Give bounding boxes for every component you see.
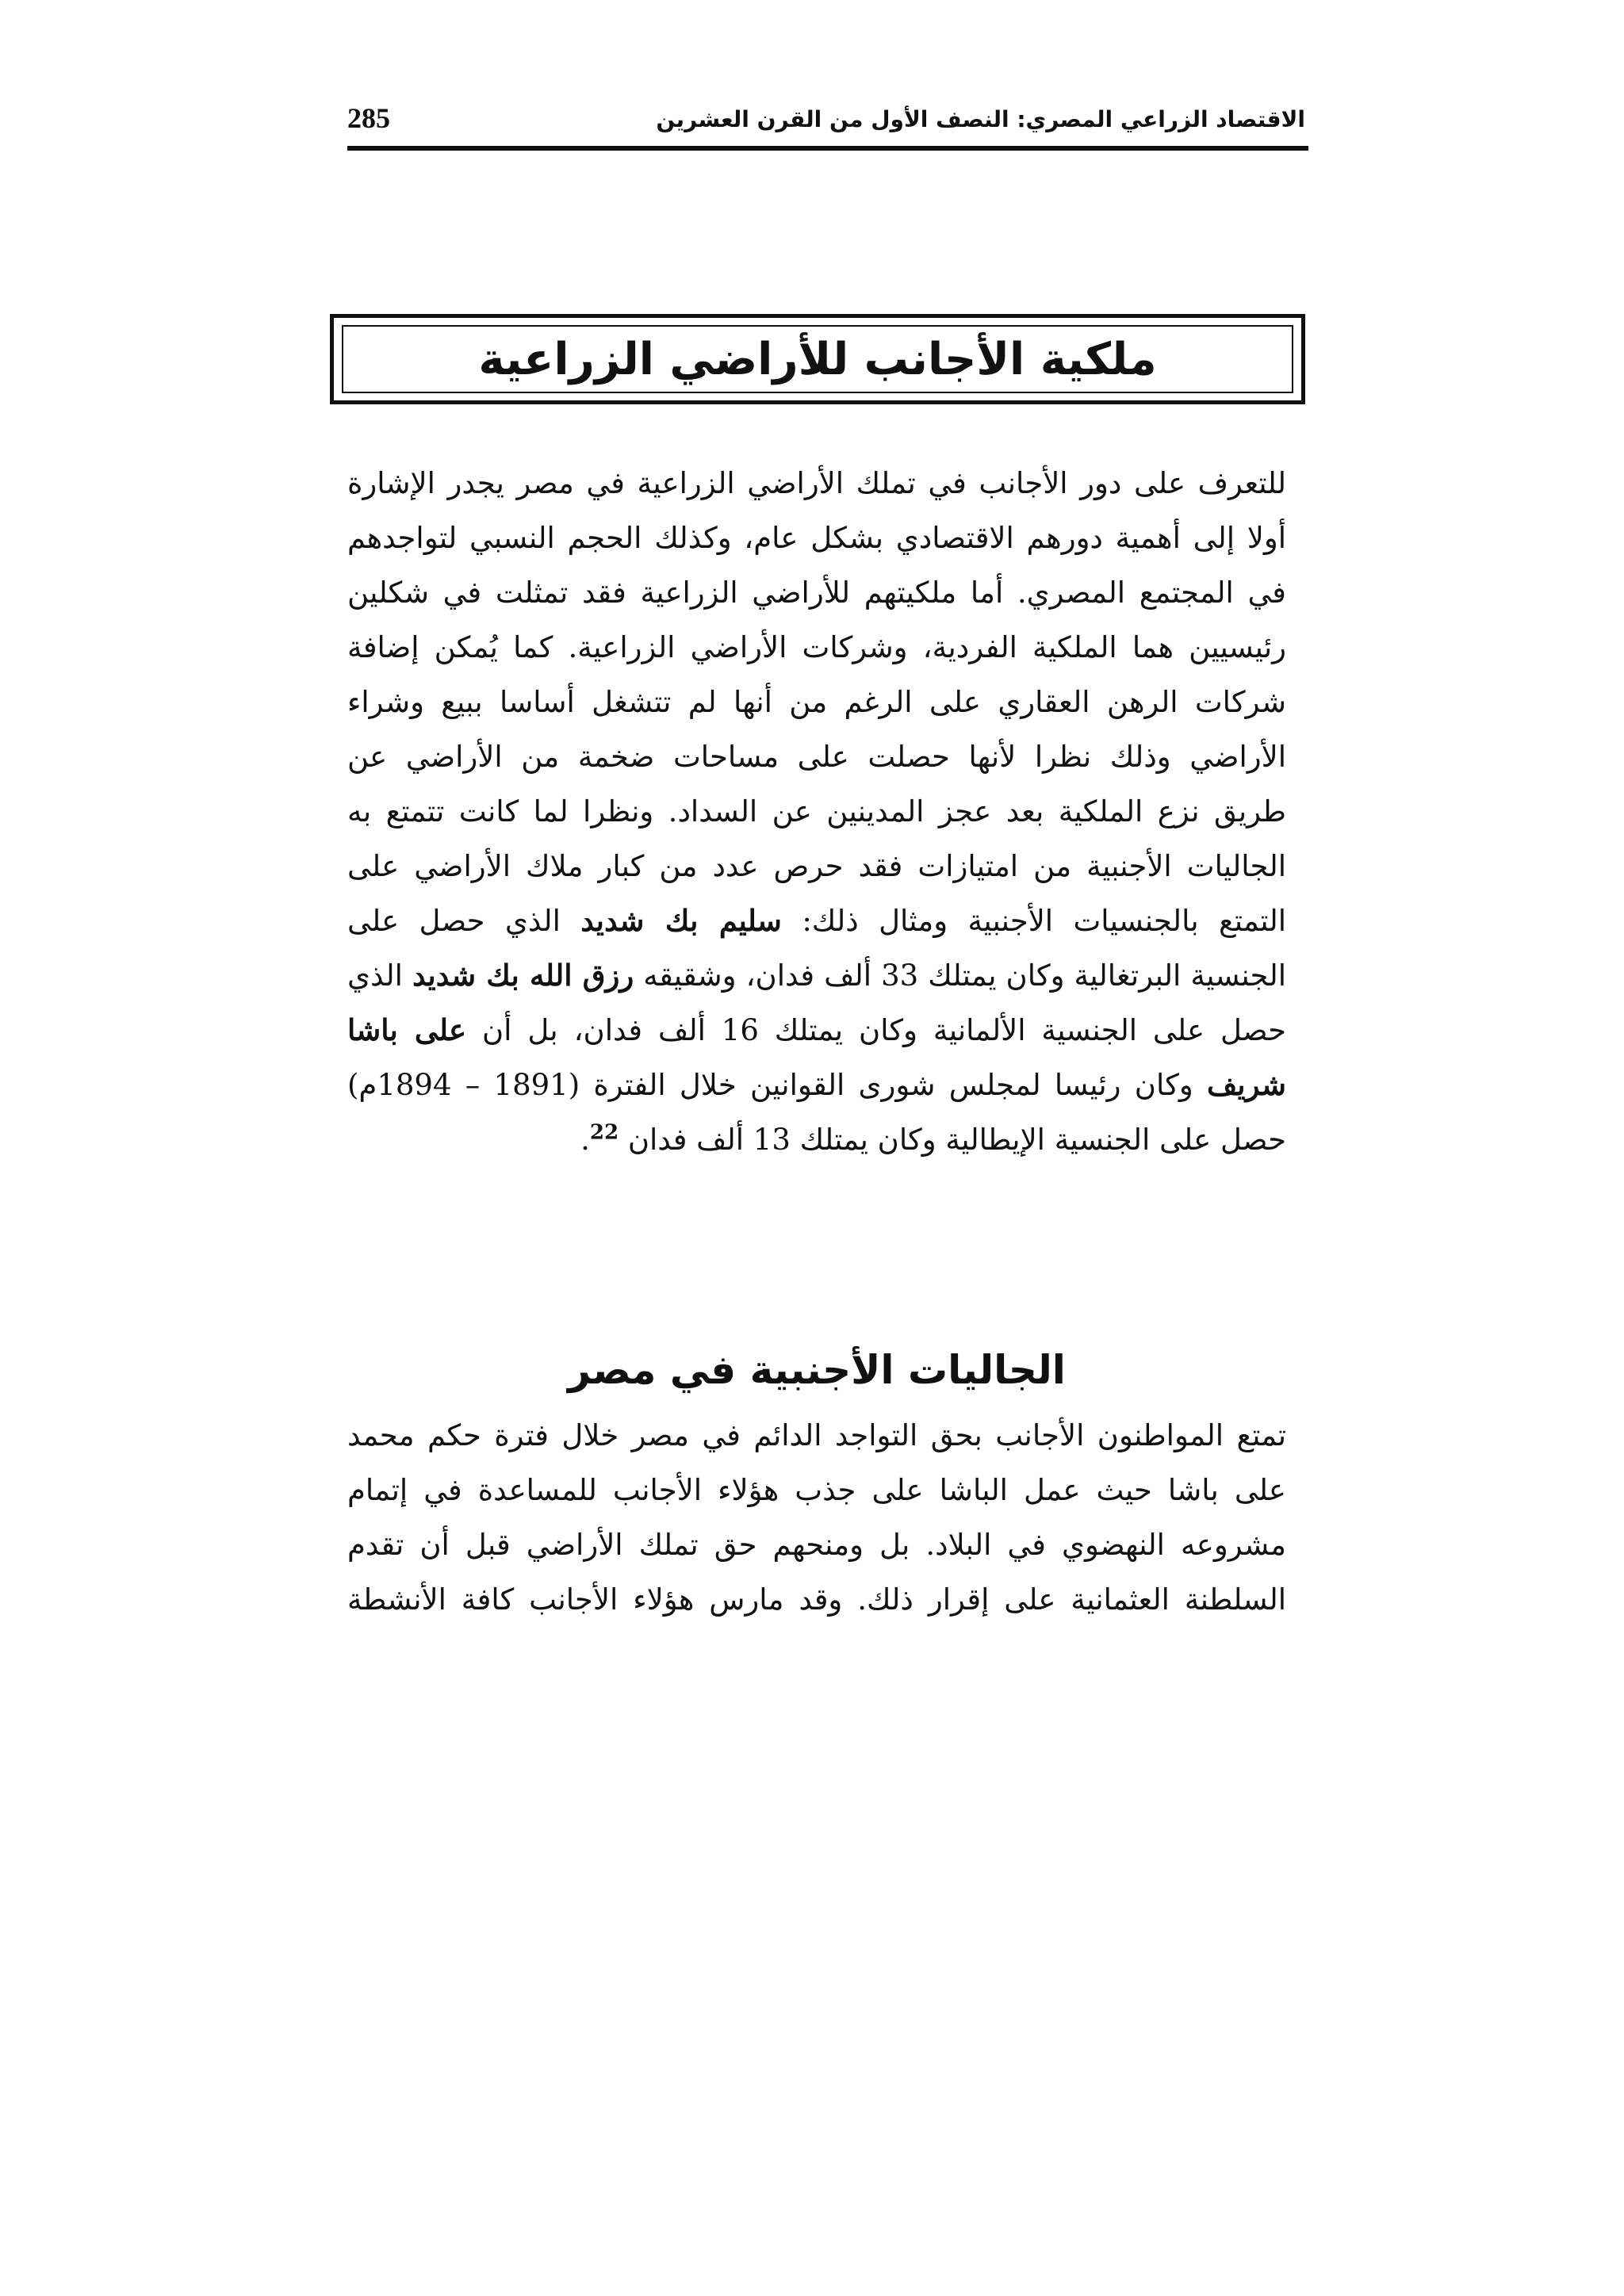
paragraph-line: الجاليات الأجنبية من امتيازات فقد حرص عدد من كبار ملاك الأراضي على bbox=[347, 849, 1286, 883]
page-number: 285 bbox=[347, 102, 390, 134]
chapter-title-inner-frame bbox=[342, 325, 1293, 393]
bold-name: شريف bbox=[1206, 1067, 1286, 1102]
paragraph-line: على باشا حيث عمل الباشا على جذب هؤلاء الأجانب للمساعدة في إتمام bbox=[347, 1473, 1286, 1507]
paragraph-2 bbox=[347, 1408, 1286, 1627]
line-text: حصل على الجنسية الإيطالية وكان يمتلك 13 ألف فدان bbox=[619, 1123, 1286, 1157]
paragraph-line: رئيسيين هما الملكية الفردية، وشركات الأراضي الزراعية. كما يُمكن إضافة bbox=[347, 630, 1286, 664]
paragraph-line: تمتع المواطنون الأجانب بحق التواجد الدائم في مصر خلال فترة حكم محمد bbox=[347, 1418, 1286, 1452]
paragraph-line bbox=[347, 1003, 1286, 1058]
line-text: التمتع بالجنسيات الأجنبية ومثال ذلك: bbox=[781, 904, 1286, 938]
running-header bbox=[347, 101, 1305, 149]
chapter-title-box bbox=[330, 314, 1305, 404]
paragraph-line: للتعرف على دور الأجانب في تملك الأراضي الزراعية في مصر يجدر الإشارة bbox=[347, 466, 1286, 500]
paragraph-line: مشروعه النهضوي في البلاد. بل ومنحهم حق تملك الأراضي قبل أن تقدم bbox=[347, 1528, 1286, 1562]
bold-name: سليم بك شديد bbox=[580, 903, 782, 938]
footnote-ref[interactable]: 22 bbox=[589, 1120, 619, 1145]
chapter-title: ملكية الأجانب للأراضي الزراعية bbox=[478, 333, 1157, 385]
line-end: . bbox=[580, 1123, 590, 1157]
paragraph-line: شركات الرهن العقاري على الرغم من أنها لم تتشغل أساسا ببيع وشراء bbox=[347, 685, 1286, 719]
line-text: الذي حصل على bbox=[347, 904, 581, 938]
line-text: وكان رئيسا لمجلس شورى القوانين خلال الفترة (1891 – 1894م) bbox=[347, 1068, 1207, 1102]
paragraph-line bbox=[347, 948, 1286, 1003]
header-rule bbox=[347, 146, 1308, 151]
paragraph-line: السلطنة العثمانية على إقرار ذلك. وقد مارس هؤلاء الأجانب كافة الأنشطة bbox=[347, 1582, 1286, 1617]
paragraph-1 bbox=[347, 456, 1286, 1167]
bold-name: على باشا bbox=[347, 1012, 467, 1047]
line-text: الجنسية البرتغالية وكان يمتلك 33 ألف فدان، وشقيقه bbox=[634, 959, 1286, 993]
running-title: الاقتصاد الزراعي المصري: النصف الأول من القرن العشرين bbox=[656, 106, 1305, 132]
section-heading: الجاليات الأجنبية في مصر bbox=[568, 1347, 1066, 1393]
paragraph-line bbox=[347, 894, 1286, 948]
paragraph-line bbox=[347, 1058, 1286, 1112]
paragraph-line: طريق نزع الملكية بعد عجز المدينين عن السداد. ونظرا لما كانت تتمتع به bbox=[347, 794, 1286, 828]
bold-name: رزق الله بك شديد bbox=[412, 958, 634, 993]
paragraph-line: أولا إلى أهمية دورهم الاقتصادي بشكل عام، وكذلك الحجم النسبي لتواجدهم bbox=[347, 521, 1286, 555]
paragraph-line: الأراضي وذلك نظرا لأنها حصلت على مساحات ضخمة من الأراضي عن bbox=[347, 740, 1286, 774]
line-text: حصل على الجنسية الألمانية وكان يمتلك 16 ألف فدان، بل أن bbox=[466, 1013, 1286, 1047]
line-text: الذي bbox=[347, 959, 412, 993]
paragraph-line bbox=[347, 1112, 1286, 1167]
paragraph-line: في المجتمع المصري. أما ملكيتهم للأراضي الزراعية فقد تمثلت في شكلين bbox=[347, 576, 1286, 610]
